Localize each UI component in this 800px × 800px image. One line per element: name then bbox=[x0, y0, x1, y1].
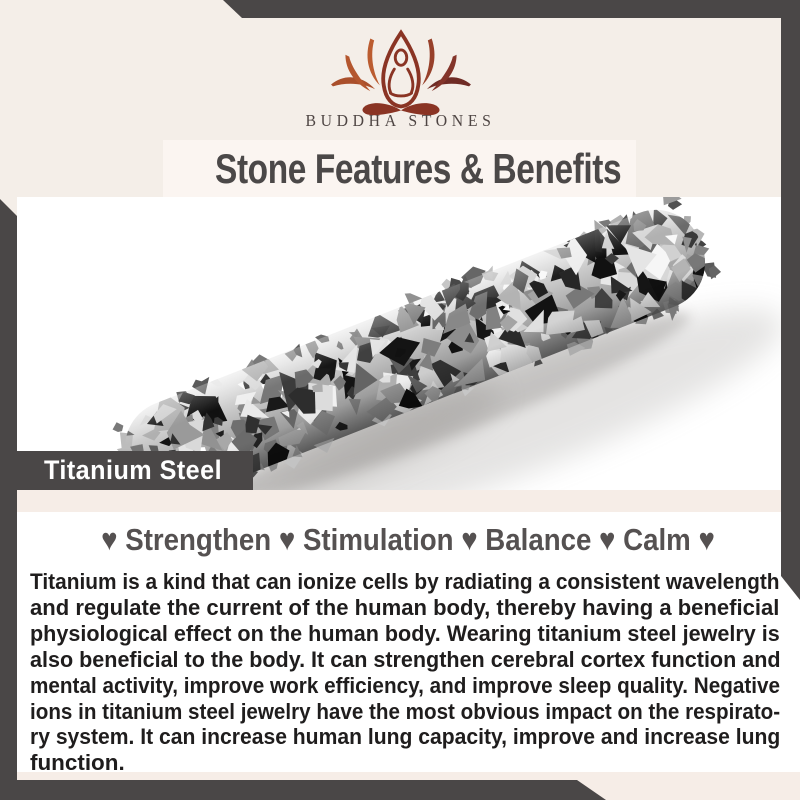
benefits-panel bbox=[17, 512, 800, 776]
paragraph-line: and regulate the current of the human body, thereby having a beneficial bbox=[30, 594, 780, 620]
benefits-paragraph bbox=[30, 569, 782, 776]
titanium-crystal-bar-image bbox=[17, 197, 781, 490]
page-title: Stone Features & Benefits bbox=[215, 145, 622, 192]
title-banner bbox=[163, 140, 636, 197]
paragraph-line: Titanium is a kind that can ionize cells by radiating a consistent wavelength bbox=[30, 569, 780, 594]
paragraph-line: mental activity, improve work efficiency, and improve sleep quality. Negative bbox=[30, 672, 781, 698]
divider-strip bbox=[0, 490, 800, 512]
benefits-heading: ♥ Strengthen ♥ Stimulation ♥ Balance ♥ Calm ♥ bbox=[101, 522, 716, 557]
paragraph-line: function. bbox=[30, 750, 125, 776]
lotus-meditation-logo-icon bbox=[315, 26, 487, 118]
product-photo bbox=[17, 197, 781, 490]
product-label-banner bbox=[17, 451, 253, 490]
paragraph-line: ions in titanium steel jewelry have the most obvious impact on the respirato- bbox=[30, 698, 781, 724]
brand-name: BUDDHA STONES bbox=[304, 111, 496, 130]
paragraph-line: physiological effect on the human body. Wearing titanium steel jewelry is bbox=[30, 620, 780, 646]
product-label: Titanium Steel bbox=[44, 455, 223, 485]
paragraph-line: ry system. It can increase human lung capacity, improve and increase lung bbox=[30, 724, 781, 750]
paragraph-line: also beneficial to the body. It can strengthen cerebral cortex function and bbox=[30, 646, 781, 672]
